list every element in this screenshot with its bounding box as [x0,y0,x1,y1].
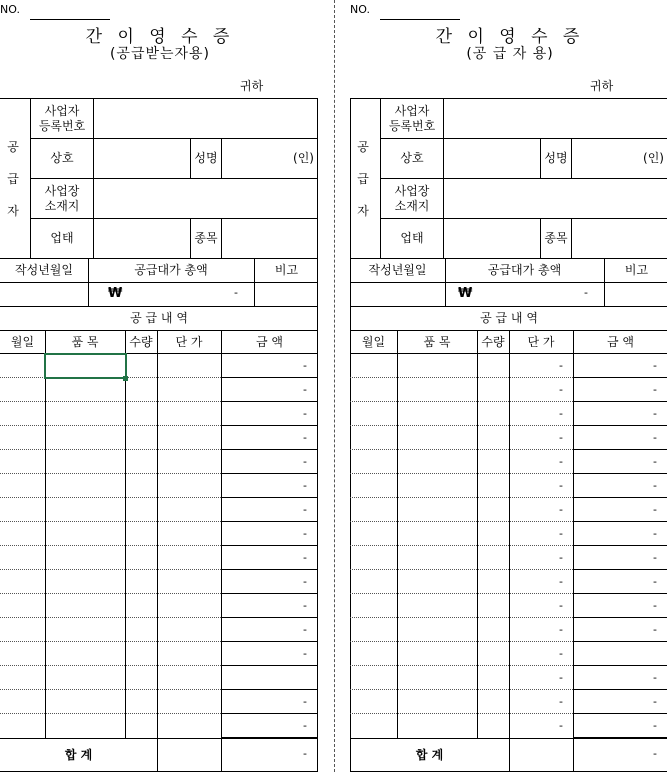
col-header-date: 월일 [10,334,35,349]
total-label: 합 계 [64,747,93,762]
date-written-label: 작성년월일 [15,263,73,277]
cell-unit-price[interactable] [509,642,573,666]
cell-unit-price[interactable] [157,642,221,666]
table-row [0,522,318,546]
cell-date[interactable] [350,474,397,498]
no-label: NO. [350,3,370,16]
remarks-label: 비고 [274,263,299,277]
cell-date[interactable] [0,426,45,450]
amount-value: - [653,719,657,732]
table-row [350,666,667,690]
cell-item[interactable] [397,546,477,570]
business-item-label: 종목 [194,231,218,245]
cell-qty[interactable] [477,426,509,450]
table-row [350,690,667,714]
amount-value: - [303,407,307,420]
col-header-date: 월일 [361,334,386,349]
cell-item[interactable] [45,666,125,690]
cell-unit-price[interactable] [509,666,573,690]
date-written-field[interactable] [0,283,88,306]
amount-value: - [303,647,307,660]
cell-qty[interactable] [125,474,157,498]
cell-item[interactable] [397,714,477,738]
cell-date[interactable] [0,474,45,498]
cell-date[interactable] [0,570,45,594]
cell-item[interactable] [397,474,477,498]
cell-date[interactable] [350,426,397,450]
total-amount: - [653,747,657,760]
cell-qty[interactable] [477,402,509,426]
total-amount-value: - [234,286,238,299]
cell-qty[interactable] [125,570,157,594]
cell-qty[interactable] [125,546,157,570]
business-reg-label-line1: 사업자 [394,103,430,118]
business-type-label: 업태 [400,231,424,245]
unit-price-value: - [559,479,563,492]
col-header-qty: 수량 [481,334,505,349]
company-name-field[interactable] [94,139,190,178]
cell-qty[interactable] [477,570,509,594]
cell-unit-price[interactable] [157,618,221,642]
cell-unit-price[interactable] [509,522,573,546]
business-address-label-line2: 소재지 [394,198,430,213]
cell-unit-price[interactable] [509,426,573,450]
company-name-label: 상호 [50,151,74,165]
amount-value: - [303,551,307,564]
cell-item[interactable] [45,546,125,570]
cell-qty[interactable] [125,690,157,714]
cell-unit-price[interactable] [157,354,221,378]
seal-mark: (인) [643,151,664,165]
receipt-subtitle: (공 급 자 용) [466,46,554,62]
unit-price-value: - [559,455,563,468]
cell-qty[interactable] [477,666,509,690]
table-row [350,594,667,618]
seal-mark: (인) [293,151,314,165]
receipt-subtitle: (공급받는자용) [109,46,211,62]
col-header-item: 품 목 [71,334,99,349]
cell-unit-price[interactable] [157,450,221,474]
cell-date[interactable] [0,714,45,738]
cell-unit-price[interactable] [157,426,221,450]
unit-price-value: - [559,575,563,588]
cell-date[interactable] [0,450,45,474]
won-currency-symbol: ₩ [108,286,123,301]
cell-item[interactable] [45,642,125,666]
cell-qty[interactable] [125,666,157,690]
recipient-suffix: 귀하 [240,79,264,93]
cell-date[interactable] [350,402,397,426]
business-reg-label-line2: 등록번호 [38,118,86,133]
table-row [350,354,667,378]
cell-date[interactable] [0,378,45,402]
cell-item[interactable] [45,426,125,450]
table-row [350,522,667,546]
cell-unit-price[interactable] [157,402,221,426]
table-row [0,378,318,402]
table-row [0,498,318,522]
business-reg-field[interactable] [444,99,667,138]
unit-price-value: - [559,359,563,372]
cell-unit-price[interactable] [509,354,573,378]
no-label: NO. [0,3,20,16]
cell-unit-price[interactable] [157,666,221,690]
cell-unit-price[interactable] [509,714,573,738]
unit-price-value: - [559,407,563,420]
selected-cell-outline[interactable] [44,353,127,379]
business-item-field[interactable] [222,219,317,258]
date-written-label: 작성년월일 [368,263,427,277]
cell-date[interactable] [350,714,397,738]
cell-item[interactable] [397,378,477,402]
amount-value: - [303,599,307,612]
table-row [350,450,667,474]
amount-value: - [653,575,657,588]
amount-value: - [303,719,307,732]
cell-date[interactable] [0,666,45,690]
cell-unit-price[interactable] [509,498,573,522]
representative-label: 성명 [194,151,218,165]
cell-date[interactable] [0,522,45,546]
unit-price-value: - [559,671,563,684]
amount-value: - [303,527,307,540]
business-reg-field[interactable] [94,99,317,138]
supplier-vertical-char: 급 [7,172,19,186]
col-header-unit-price: 단 가 [527,334,555,349]
col-header-amount: 금 액 [256,334,283,349]
unit-price-value: - [559,623,563,636]
cell-item[interactable] [397,522,477,546]
table-row [0,690,318,714]
table-row [350,546,667,570]
cell-qty[interactable] [477,714,509,738]
table-row [350,474,667,498]
table-row [0,426,318,450]
amount-value: - [653,407,657,420]
business-reg-label-line1: 사업자 [44,103,80,118]
total-supply-label: 공급대가 총액 [487,263,562,277]
representative-field[interactable] [572,139,664,178]
cell-item[interactable] [45,594,125,618]
table-row [0,474,318,498]
business-item-field[interactable] [572,219,667,258]
cell-item[interactable] [45,450,125,474]
cell-date[interactable] [0,690,45,714]
remarks-field[interactable] [255,283,318,306]
cell-date[interactable] [0,618,45,642]
cell-date[interactable] [0,546,45,570]
unit-price-value: - [559,719,563,732]
cell-item[interactable] [397,666,477,690]
receipt-title: 간 이 영 수 증 [435,27,585,47]
amount-value: - [653,599,657,612]
table-row [0,642,318,666]
cell-qty[interactable] [125,426,157,450]
cell-unit-price[interactable] [157,522,221,546]
cell-date[interactable] [0,642,45,666]
receipt-title: 간 이 영 수 증 [85,27,235,47]
total-label: 합 계 [415,747,444,762]
cell-qty[interactable] [125,594,157,618]
cell-item[interactable] [397,354,477,378]
unit-price-value: - [559,695,563,708]
cell-date[interactable] [350,498,397,522]
cell-date[interactable] [350,450,397,474]
supply-details-heading: 공 급 내 역 [480,311,538,325]
unit-price-value: - [559,551,563,564]
amount-value: - [653,671,657,684]
cell-unit-price[interactable] [157,594,221,618]
amount-value: - [653,431,657,444]
cell-date[interactable] [350,594,397,618]
unit-price-value: - [559,527,563,540]
cell-date[interactable] [350,354,397,378]
cell-unit-price[interactable] [157,546,221,570]
amount-value: - [303,503,307,516]
cell-unit-price[interactable] [157,498,221,522]
amount-value: - [653,527,657,540]
unit-price-value: - [559,503,563,516]
business-type-field[interactable] [94,219,190,258]
col-header-item: 품 목 [423,334,451,349]
cell-unit-price[interactable] [157,690,221,714]
supplier-vertical-char: 급 [357,172,369,186]
cell-qty[interactable] [125,642,157,666]
receipt-copy-recipient [0,0,318,772]
business-type-label: 업태 [50,231,74,245]
cell-item[interactable] [45,498,125,522]
table-row [350,426,667,450]
cell-item[interactable] [45,570,125,594]
cell-item[interactable] [45,618,125,642]
amount-value: - [303,623,307,636]
cell-qty[interactable] [477,690,509,714]
amount-value: - [303,455,307,468]
cell-item[interactable] [45,402,125,426]
cell-item[interactable] [397,450,477,474]
table-row [0,594,318,618]
cell-item[interactable] [45,714,125,738]
cell-item[interactable] [397,426,477,450]
cell-item[interactable] [397,402,477,426]
recipient-suffix: 귀하 [590,79,614,93]
no-number-field[interactable] [30,19,110,20]
cell-unit-price[interactable] [509,618,573,642]
cell-date[interactable] [350,642,397,666]
business-address-label-line2: 소재지 [44,198,80,213]
cell-qty[interactable] [125,498,157,522]
supplier-vertical-char: 공 [7,140,19,154]
cell-date[interactable] [0,354,45,378]
business-item-label: 종목 [544,231,568,245]
table-row [350,378,667,402]
amount-value: - [303,479,307,492]
business-reg-label [381,99,443,138]
no-number-field[interactable] [380,19,460,20]
supplier-vertical-char: 자 [357,204,369,218]
representative-label: 성명 [544,151,568,165]
cell-unit-price[interactable] [509,474,573,498]
total-amount-value: - [584,286,588,299]
business-address-field[interactable] [94,179,317,218]
cut-line [334,0,335,772]
col-header-unit-price: 단 가 [175,334,203,349]
table-row [350,498,667,522]
business-reg-label-line2: 등록번호 [388,118,436,133]
cell-date[interactable] [350,666,397,690]
table-row [0,666,318,690]
amount-value: - [653,503,657,516]
cell-unit-price[interactable] [509,594,573,618]
supply-details-heading: 공 급 내 역 [130,311,188,325]
remarks-field[interactable] [605,283,667,306]
cell-qty[interactable] [477,498,509,522]
business-reg-label [31,99,93,138]
cell-unit-price[interactable] [157,378,221,402]
cell-date[interactable] [350,690,397,714]
cell-unit-price[interactable] [509,450,573,474]
cell-qty[interactable] [125,618,157,642]
cell-qty[interactable] [477,450,509,474]
cell-unit-price[interactable] [509,402,573,426]
cell-qty[interactable] [477,522,509,546]
amount-value: - [653,695,657,708]
cell-item[interactable] [45,378,125,402]
business-address-field[interactable] [444,179,667,218]
amount-value: - [653,551,657,564]
supplier-vertical-char: 공 [357,140,369,154]
cell-item[interactable] [397,690,477,714]
cell-item[interactable] [45,474,125,498]
cell-unit-price[interactable] [509,546,573,570]
cell-date[interactable] [350,570,397,594]
cell-item[interactable] [397,642,477,666]
fill-handle[interactable] [123,376,128,381]
cell-unit-price[interactable] [509,570,573,594]
business-type-field[interactable] [444,219,540,258]
cell-amount[interactable] [221,666,318,690]
cell-unit-price[interactable] [509,378,573,402]
company-name-label: 상호 [400,151,424,165]
unit-price-value: - [559,383,563,396]
amount-value: - [653,383,657,396]
business-address-label-line1: 사업장 [44,183,80,198]
remarks-label: 비고 [624,263,649,277]
cell-item[interactable] [45,522,125,546]
table-row [350,642,667,666]
table-row [0,450,318,474]
total-amount: - [303,747,307,760]
business-address-label [381,179,443,218]
cell-qty[interactable] [477,354,509,378]
cell-qty[interactable] [125,450,157,474]
amount-value: - [653,623,657,636]
table-row [0,546,318,570]
cell-item[interactable] [397,594,477,618]
cell-date[interactable] [0,498,45,522]
cell-qty[interactable] [125,402,157,426]
table-row [350,402,667,426]
cell-amount[interactable] [573,642,667,666]
col-header-amount: 금 액 [607,334,634,349]
cell-qty[interactable] [125,378,157,402]
unit-price-value: - [559,647,563,660]
amount-value: - [653,359,657,372]
cell-item[interactable] [397,618,477,642]
amount-value: - [303,575,307,588]
table-row [350,714,667,738]
business-address-label-line1: 사업장 [394,183,430,198]
amount-value: - [303,695,307,708]
company-name-field[interactable] [444,139,540,178]
cell-date[interactable] [350,522,397,546]
cell-qty[interactable] [477,474,509,498]
representative-field[interactable] [222,139,314,178]
cell-qty[interactable] [125,522,157,546]
date-written-field[interactable] [350,283,445,306]
cell-item[interactable] [45,690,125,714]
amount-value: - [303,383,307,396]
supplier-vertical-char: 자 [7,204,19,218]
cell-unit-price[interactable] [509,690,573,714]
amount-value: - [303,431,307,444]
col-header-qty: 수량 [129,334,153,349]
cell-qty[interactable] [477,378,509,402]
cell-unit-price[interactable] [157,570,221,594]
cell-item[interactable] [397,498,477,522]
cell-date[interactable] [350,546,397,570]
table-row [0,714,318,738]
total-supply-label: 공급대가 총액 [134,263,208,277]
amount-value: - [653,455,657,468]
table-row [350,618,667,642]
cell-item[interactable] [397,570,477,594]
cell-qty[interactable] [477,546,509,570]
cell-date[interactable] [0,594,45,618]
cell-date[interactable] [350,378,397,402]
cell-qty[interactable] [477,642,509,666]
business-address-label [31,179,93,218]
unit-price-value: - [559,599,563,612]
unit-price-value: - [559,431,563,444]
table-row [0,402,318,426]
cell-qty[interactable] [125,714,157,738]
won-currency-symbol: ₩ [458,286,473,301]
cell-unit-price[interactable] [157,474,221,498]
cell-unit-price[interactable] [157,714,221,738]
receipt-copy-supplier [350,0,667,772]
table-row [350,570,667,594]
cell-date[interactable] [350,618,397,642]
cell-date[interactable] [0,402,45,426]
cell-qty[interactable] [125,354,157,378]
cell-qty[interactable] [477,618,509,642]
table-row [0,570,318,594]
cell-qty[interactable] [477,594,509,618]
amount-value: - [303,359,307,372]
amount-value: - [653,479,657,492]
table-row [0,618,318,642]
